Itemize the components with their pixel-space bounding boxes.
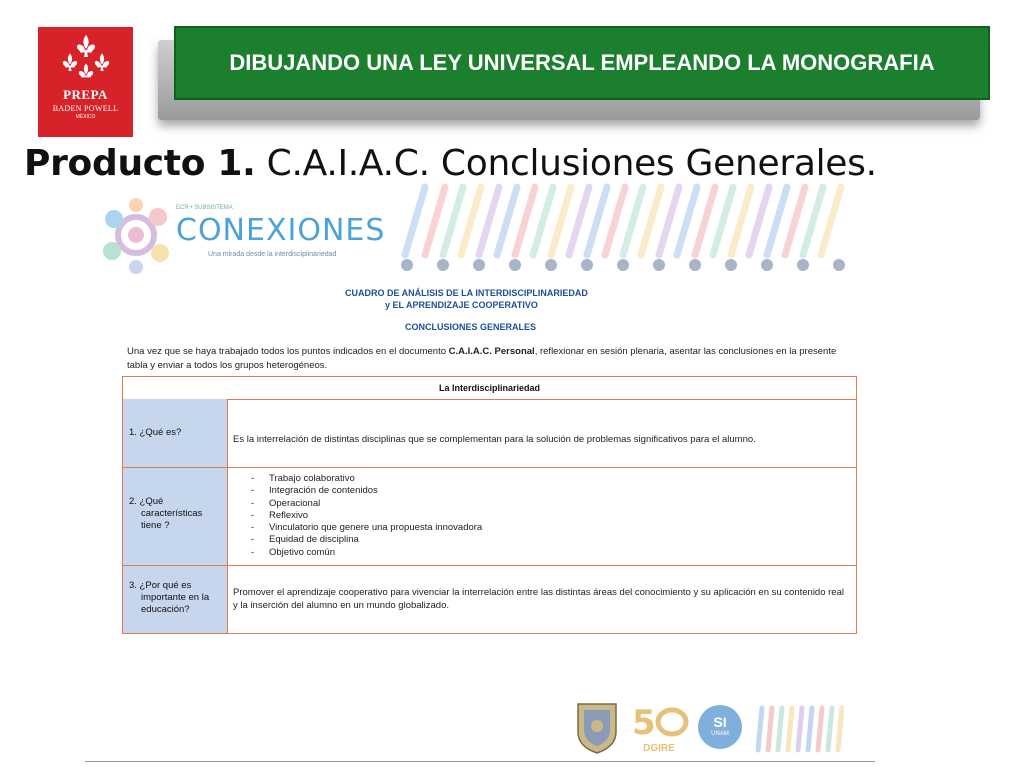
si-label: SI [713, 714, 727, 730]
list-item: - Objetivo común [233, 547, 850, 559]
banner-title: DIBUJANDO UNA LEY UNIVERSAL EMPLEANDO LA MONOGRAFIA [229, 50, 935, 75]
page-title [24, 143, 877, 184]
dgire-50-logo [628, 700, 690, 755]
svg-text:5: 5 [632, 703, 656, 740]
list-item: - Operacional [233, 498, 850, 510]
fifty-anniversary-icon [628, 700, 690, 740]
si-sublabel: UNAM [711, 731, 729, 737]
document-intro [127, 345, 857, 373]
conexiones-logo [100, 195, 386, 275]
page-title-rest: C.A.I.A.C. Conclusiones Generales. [255, 143, 877, 184]
list-item: - Integración de contenidos [233, 485, 850, 497]
colored-pencils-decoration [395, 183, 855, 275]
si-unam-logo [695, 700, 745, 755]
fleur-de-lis-icon [56, 33, 116, 85]
logo-line1: PREPA [63, 87, 108, 102]
answer-cell: Promover el aprendizaje cooperativo para vivenciar la interrelación entre las distintas áreas del conocimiento y su aplicación en su contenido real y la inserción del alumno en un mundo globalizado. [233, 587, 844, 611]
intro-text-post: , reflexionar en sesión plenaria, asentar las conclusiones en la presente tabla y enviar a todos los grupos heterogéneos. [127, 346, 837, 371]
interdisciplinarity-table [122, 376, 857, 634]
table-row-2 [123, 468, 856, 566]
title-banner [174, 26, 990, 100]
table-row-3 [123, 566, 856, 633]
table-header: La Interdisciplinariedad [123, 377, 856, 400]
conexiones-word: CONEXIONES [176, 213, 386, 248]
page-title-bold: Producto 1. [24, 143, 256, 184]
logo-line3: MÉXICO [75, 114, 96, 120]
question-cell: 1. ¿Qué es? [123, 399, 228, 467]
document-subtitle: CONCLUSIONES GENERALES [405, 322, 537, 332]
conexiones-tagline: Una mirada desde la interdisciplinariedad [208, 251, 337, 258]
characteristics-list [233, 473, 850, 559]
question-cell: 3. ¿Por qué es importante en la educación? [123, 566, 228, 633]
footer-divider [85, 761, 875, 762]
list-item: - Trabajo colaborativo [233, 473, 850, 485]
answer-list-cell [233, 468, 850, 565]
document-title-line2: y EL APRENDIZAJE COOPERATIVO [385, 300, 538, 310]
question-cell: 2. ¿Qué características tiene ? [123, 468, 228, 565]
pencils-mini-icon [752, 700, 844, 755]
document-title-line1: CUADRO DE ANÁLISIS DE LA INTERDISCIPLINARIEDAD [345, 288, 588, 298]
intro-text-bold: C.A.I.A.C. Personal [448, 346, 535, 357]
logo-line2: BADEN POWELL [52, 104, 119, 113]
answer-cell: Es la interrelación de distintas disciplinas que se complementan para la solución de problemas significativos para el alumno. [233, 434, 756, 445]
conexiones-network-icon [100, 195, 174, 275]
unam-shield-icon [572, 700, 622, 755]
dgire-label: DGIRE [643, 743, 675, 754]
list-item: - Reflexivo [233, 510, 850, 522]
intro-text-pre: Una vez que se haya trabajado todos los puntos indicados en el documento [127, 346, 449, 357]
prepa-baden-powell-logo [38, 27, 133, 137]
list-item: - Equidad de disciplina [233, 534, 850, 546]
table-row-1 [123, 399, 856, 468]
list-item: - Vinculatorio que genere una propuesta innovadora [233, 522, 850, 534]
conexiones-small-text: ECR • SUBSISTEMA [176, 205, 233, 211]
document-title [345, 287, 645, 311]
